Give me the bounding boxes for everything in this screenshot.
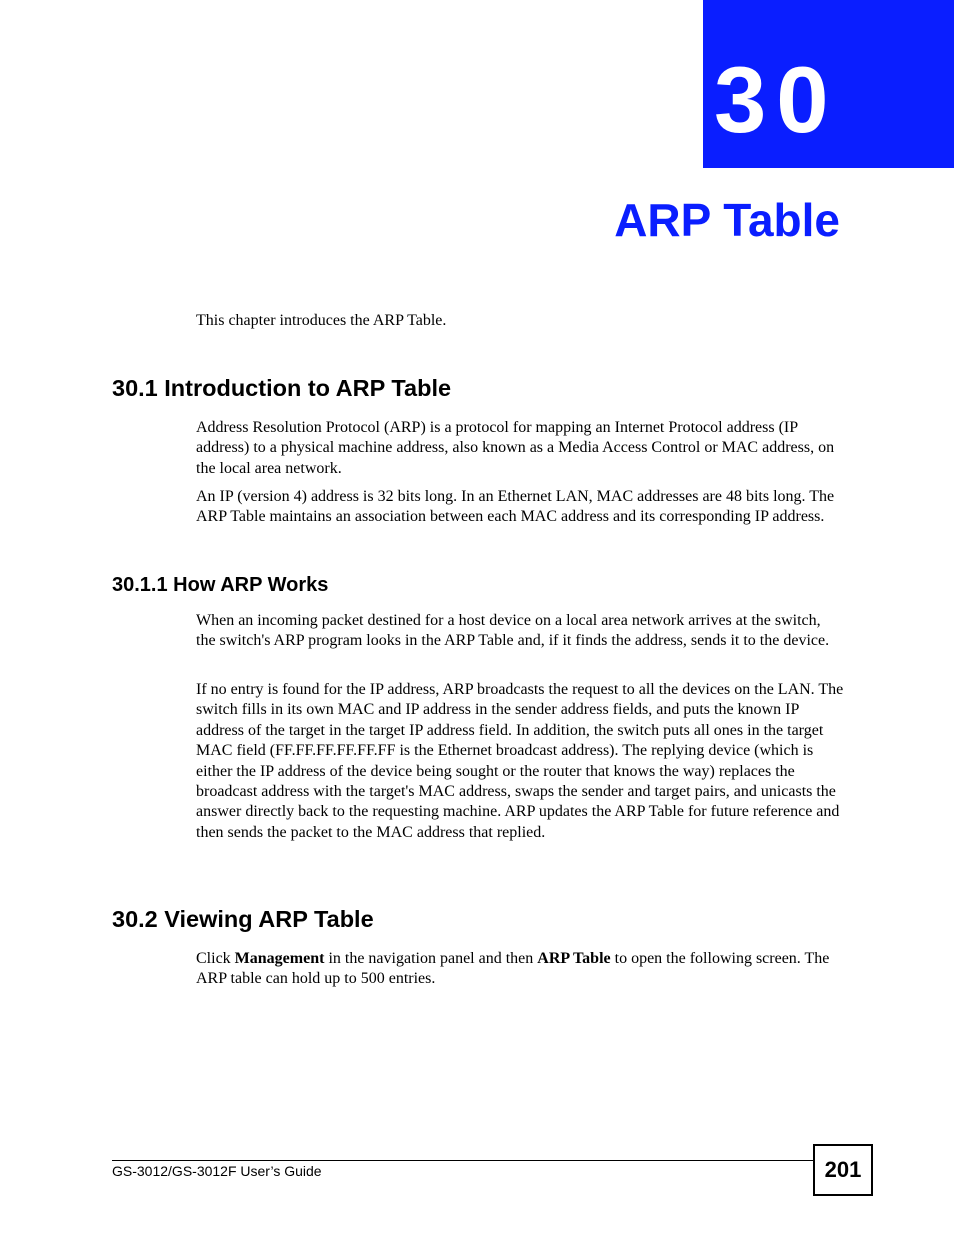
text-run: in the navigation panel and then [324, 950, 538, 967]
section-heading-30-1-1: 30.1.1 How ARP Works [112, 574, 329, 596]
section-heading-30-1: 30.1 Introduction to ARP Table [112, 375, 452, 401]
text-run: to open the following screen. The ARP table can hold up to 500 entries. [196, 950, 830, 988]
page-number: 201 [813, 1144, 873, 1196]
footer-rule [112, 1160, 814, 1161]
section-30-1-1-paragraph-2: If no entry is found for the IP address, ARP broadcasts the request to all the devices on the LAN. The switch fills in its own MAC and IP address in the sender address fields, and puts the known IP address of the target in the target IP address field. In addition, the switch puts all ones in the target MAC field (FF.FF.FF.FF.FF.FF is the Ethernet broadcast address). The replying device (which is either the IP address of the device being sought or the router that knows the way) replaces the broadcast address with the target's MAC address, swaps the sender and target pairs, and unicasts the answer directly back to the requesting machine. ARP updates the ARP Table for future reference and then sends the packet to the MAC address that replied. [196, 681, 844, 841]
bold-term-management: Management [234, 950, 325, 967]
chapter-number: 30 [714, 47, 839, 152]
text-run: Click [196, 950, 235, 967]
section-heading-30-2: 30.2 Viewing ARP Table [112, 906, 374, 932]
section-30-1-paragraph-2: An IP (version 4) address is 32 bits long. In an Ethernet LAN, MAC addresses are 48 bits long. The ARP Table maintains an association between each MAC address and its corresponding IP address. [196, 488, 835, 526]
footer-guide-title: GS-3012/GS-3012F User’s Guide [112, 1163, 322, 1179]
section-30-1-paragraph-1: Address Resolution Protocol (ARP) is a protocol for mapping an Internet Protocol address (IP address) to a physical machine address, also known as a Media Access Control or MAC address, on the local area network. [196, 419, 835, 477]
section-30-2-paragraph-1 [196, 949, 844, 990]
section-30-1-1-paragraph-1: When an incoming packet destined for a host device on a local area network arrives at the switch, the switch's ARP program looks in the ARP Table and, if it finds the address, sends it to the device. [196, 612, 830, 650]
bold-term-arp-table: ARP Table [537, 950, 611, 967]
chapter-intro: This chapter introduces the ARP Table. [196, 312, 447, 329]
chapter-title: ARP Table [614, 194, 840, 246]
